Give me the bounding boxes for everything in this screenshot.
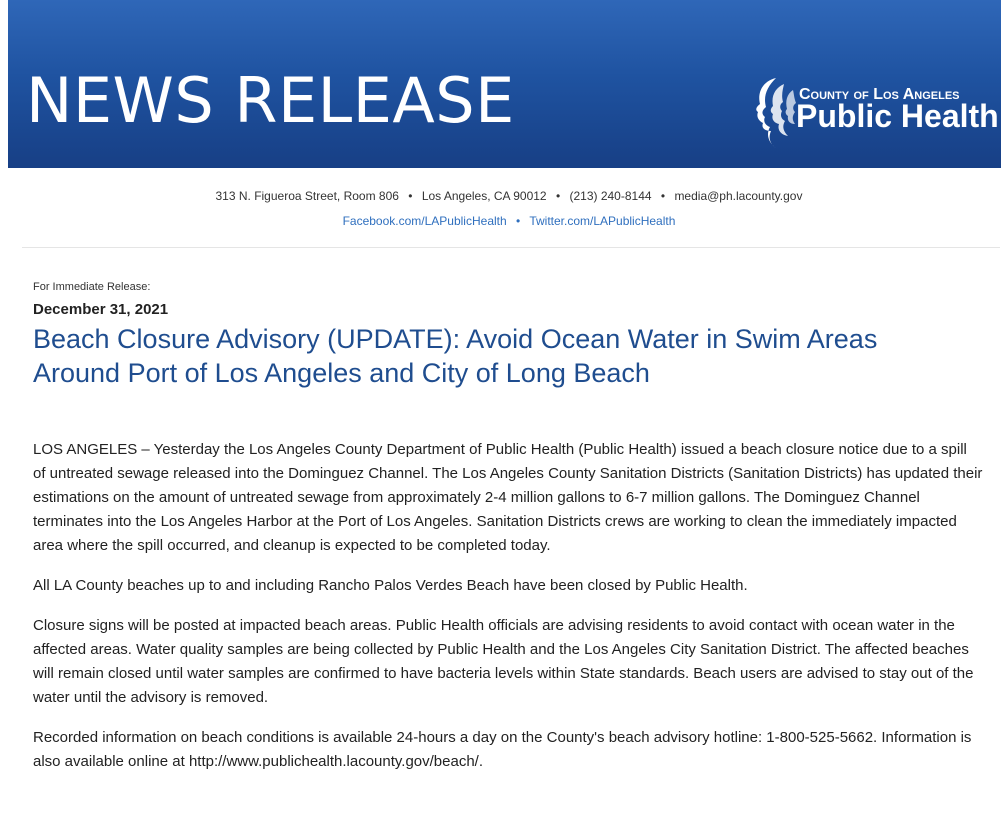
contact-address: 313 N. Figueroa Street, Room 806 [215, 189, 399, 203]
contact-city: Los Angeles, CA 90012 [421, 189, 547, 203]
release-date: December 31, 2021 [33, 301, 169, 318]
banner-title: NEWS RELEASE [26, 64, 515, 137]
headline-line-2: Around Port of Los Angeles and City of Long Beach [33, 358, 650, 388]
logo-county-text: County of Los Angeles [799, 86, 960, 103]
contact-line [0, 189, 1001, 203]
body-paragraph-4: Recorded information on beach conditions is available 24-hours a day on the County's beach advisory hotline: 1-800-525-5662. Information is also available online at http://www.publichealth.lacounty.gov/beach/. [33, 729, 972, 770]
contact-email[interactable]: media@ph.lacounty.gov [674, 189, 803, 203]
twitter-link[interactable]: Twitter.com/LAPublicHealth [529, 214, 676, 228]
social-separator: • [516, 214, 521, 228]
header-divider [22, 247, 1000, 248]
contact-separator: • [555, 189, 561, 203]
body-paragraph-2: All LA County beaches up to and including Rancho Palos Verdes Beach have been closed by Public Health. [33, 577, 748, 594]
profile-silhouette-icon [746, 76, 800, 150]
release-headline [33, 322, 983, 390]
contact-phone: (213) 240-8144 [569, 189, 652, 203]
public-health-logo [746, 74, 999, 150]
headline-line-1: Beach Closure Advisory (UPDATE): Avoid Ocean Water in Swim Areas [33, 324, 878, 354]
immediate-release-label: For Immediate Release: [33, 281, 151, 293]
facebook-link[interactable]: Facebook.com/LAPublicHealth [342, 214, 507, 228]
social-links [0, 214, 1001, 228]
logo-public-health-text: Public Health [796, 98, 999, 134]
body-paragraph-1: LOS ANGELES – Yesterday the Los Angeles County Department of Public Health (Public Health) issued a beach closure notice due to a spill of untreated sewage released into the Dominguez Channel. The Los Angeles County Sanitation Districts (Sanitation Districts) has updated their estimations on the amount of untreated sewage from approximately 2-4 million gallons to 6-7 million gallons. The Dominguez Channel terminates into the Los Angeles Harbor at the Port of Los Angeles. Sanitation Districts crews are working to clean the immediately impacted area where the spill occurred, and cleanup is expected to be completed today. [33, 441, 983, 554]
body-paragraph-3: Closure signs will be posted at impacted beach areas. Public Health officials are advising residents to avoid contact with ocean water in the affected areas. Water quality samples are being collected by Public Health and the Los Angeles City Sanitation District. The affected beaches will remain closed until water samples are confirmed to have bacteria levels within State standards. Beach users are advised to stay out of the water until the advisory is removed. [33, 617, 974, 706]
news-release-banner [8, 0, 1001, 168]
release-body [33, 438, 983, 790]
contact-separator: • [660, 189, 666, 203]
contact-separator: • [408, 189, 413, 203]
